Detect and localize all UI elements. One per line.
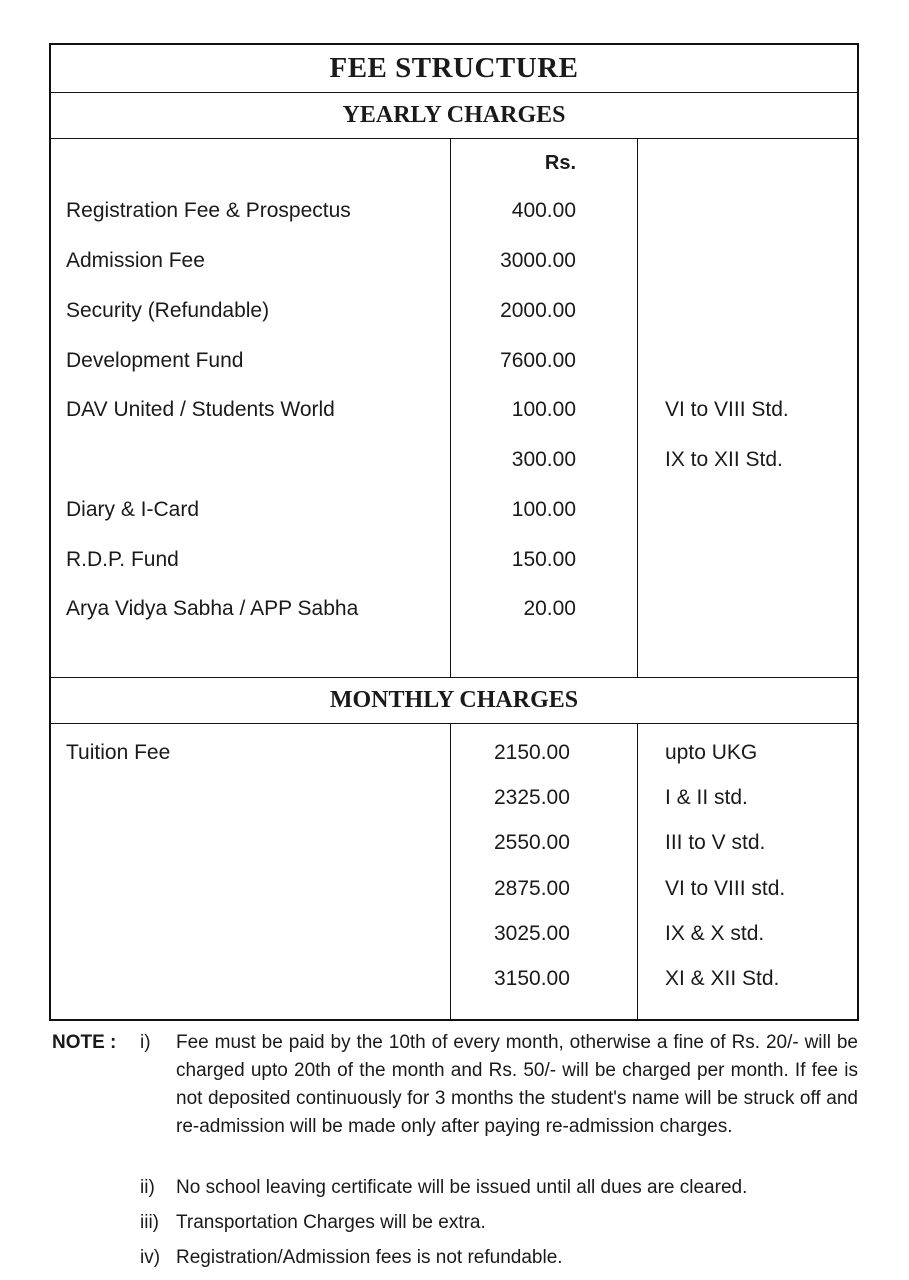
notes-heading: NOTE : xyxy=(52,1032,117,1053)
page-title: FEE STRUCTURE xyxy=(51,45,857,93)
fee-structure-table xyxy=(49,43,859,1021)
fee-label: Security (Refundable) xyxy=(66,299,270,322)
tuition-amount: 3025.00 xyxy=(494,922,570,945)
fee-amount: 100.00 xyxy=(511,498,576,521)
fee-label: Registration Fee & Prospectus xyxy=(66,199,351,222)
column-divider xyxy=(637,138,638,677)
fee-label: Diary & I-Card xyxy=(66,498,200,521)
tuition-class: VI to VIII std. xyxy=(665,877,786,900)
fee-remark: VI to VIII Std. xyxy=(665,398,789,421)
fee-remark: IX to XII Std. xyxy=(665,448,783,471)
fee-amount: 20.00 xyxy=(523,597,576,620)
tuition-amount: 2150.00 xyxy=(494,741,570,764)
fee-label: DAV United / Students World xyxy=(66,398,335,421)
fee-label: Admission Fee xyxy=(66,249,205,272)
fee-amount: 100.00 xyxy=(511,398,576,421)
note-number: iv) xyxy=(140,1247,161,1268)
fee-amount: 3000.00 xyxy=(500,249,576,272)
fee-label: Arya Vidya Sabha / APP Sabha xyxy=(66,597,359,620)
column-divider xyxy=(450,138,451,677)
tuition-amount: 2875.00 xyxy=(494,877,570,900)
tuition-fee-label: Tuition Fee xyxy=(66,741,171,764)
currency-header: Rs. xyxy=(544,152,576,174)
note-text: Transportation Charges will be extra. xyxy=(176,1212,486,1233)
fee-amount: 400.00 xyxy=(511,199,576,222)
tuition-class: IX & X std. xyxy=(665,922,765,945)
fee-amount: 150.00 xyxy=(511,548,576,571)
fee-amount: 7600.00 xyxy=(500,349,576,372)
fee-label: Development Fund xyxy=(66,349,244,372)
tuition-amount: 3150.00 xyxy=(494,967,570,990)
tuition-amount: 2325.00 xyxy=(494,786,570,809)
note-number: ii) xyxy=(140,1177,155,1198)
tuition-class: XI & XII Std. xyxy=(665,967,780,990)
tuition-amount: 2550.00 xyxy=(494,831,570,854)
note-text: Registration/Admission fees is not refundable. xyxy=(176,1247,563,1268)
fee-amount: 300.00 xyxy=(511,448,576,471)
note-number: iii) xyxy=(140,1212,159,1233)
tuition-class: III to V std. xyxy=(665,831,766,854)
monthly-charges-heading: MONTHLY CHARGES xyxy=(51,677,857,724)
note-text: No school leaving certificate will be issued until all dues are cleared. xyxy=(176,1177,748,1198)
fee-amount: 2000.00 xyxy=(500,299,576,322)
column-divider xyxy=(450,724,451,1021)
tuition-class: I & II std. xyxy=(665,786,748,809)
column-divider xyxy=(637,724,638,1021)
yearly-charges-heading: YEARLY CHARGES xyxy=(51,93,857,139)
note-text: Fee must be paid by the 10th of every month, otherwise a fine of Rs. 20/- will be charged upto 20th of the month and Rs. 50/- will be charged per month. If fee is not deposited continuously for 3 months the student's name will be struck off and re-admission will be made only after paying re-admission charges. xyxy=(176,1032,858,1137)
fee-label: R.D.P. Fund xyxy=(66,548,179,571)
tuition-class: upto UKG xyxy=(665,741,758,764)
note-number: i) xyxy=(140,1032,151,1053)
